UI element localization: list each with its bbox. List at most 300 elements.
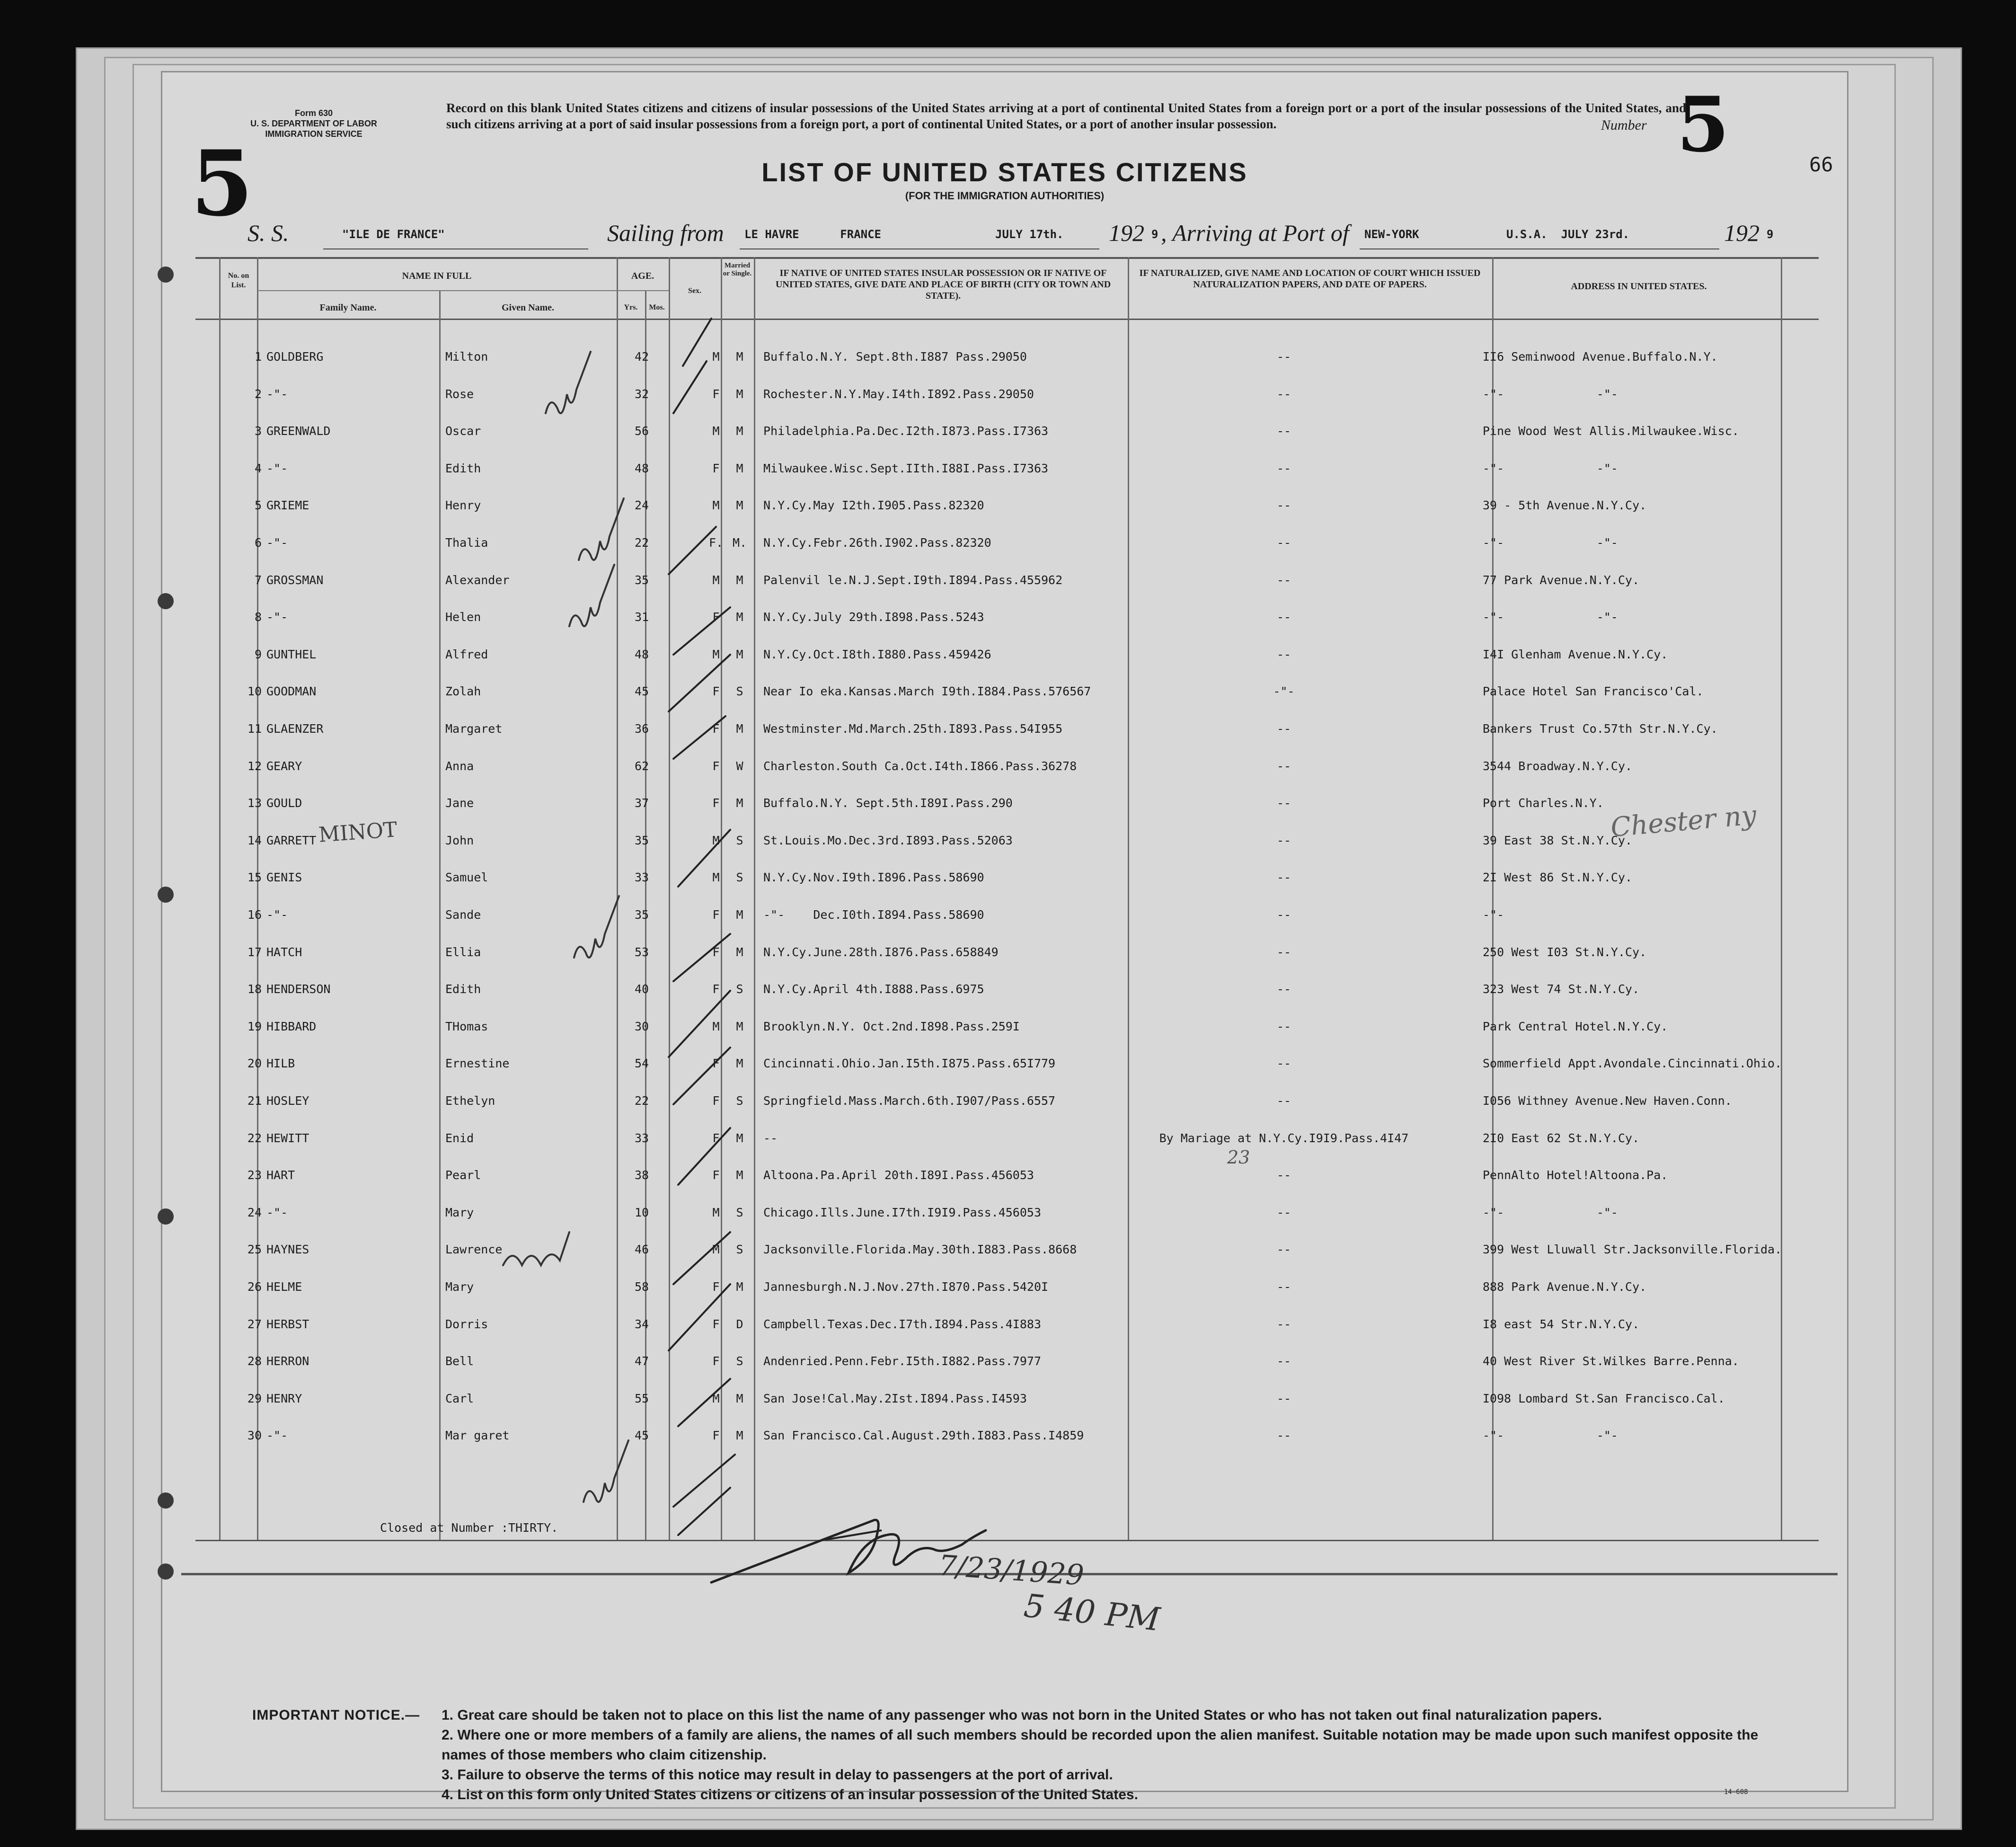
birth-info: Campbell.Texas.Dec.I7th.I894.Pass.4I883 — [763, 1317, 1041, 1331]
age-years: 48 — [634, 461, 649, 475]
marital-status: M — [736, 1168, 743, 1182]
age-years: 53 — [634, 945, 649, 959]
sex: F — [712, 982, 720, 996]
family-name: GROSSMAN — [266, 573, 324, 587]
col-header-name-in-full: NAME IN FULL — [402, 271, 472, 281]
row-number: 26 — [247, 1280, 262, 1294]
marital-status: S — [736, 684, 743, 699]
row-number: 29 — [247, 1391, 262, 1405]
birth-info: Brooklyn.N.Y. Oct.2nd.I898.Pass.259I — [763, 1019, 1020, 1033]
row-number: 2 — [254, 387, 262, 401]
birth-info: Milwaukee.Wisc.Sept.IIth.I88I.Pass.I7363 — [763, 461, 1049, 475]
given-name: Enid — [445, 1131, 474, 1145]
family-name: GENIS — [266, 870, 302, 885]
row-number: 3 — [254, 424, 262, 438]
sex: M — [712, 1391, 720, 1405]
naturalization-info: -"- — [1273, 684, 1295, 699]
family-name: -"- — [266, 536, 288, 550]
birth-info: Jannesburgh.N.J.Nov.27th.I870.Pass.5420I — [763, 1280, 1049, 1294]
col-header-married: Married or Single. — [723, 262, 752, 277]
naturalization-info: -- — [1276, 833, 1291, 847]
naturalization-info: -- — [1276, 1243, 1291, 1257]
naturalization-info: -- — [1276, 945, 1291, 959]
given-name: John — [445, 833, 474, 847]
marital-status: M — [736, 1280, 743, 1294]
age-years: 34 — [634, 1317, 649, 1331]
us-address: Bankers Trust Co.57th Str.N.Y.Cy. — [1483, 722, 1718, 736]
naturalization-info: -- — [1276, 1391, 1291, 1405]
sex: F — [712, 1057, 720, 1071]
family-name: HAYNES — [266, 1243, 309, 1257]
age-years: 22 — [634, 1094, 649, 1108]
marital-status: M — [736, 498, 743, 513]
given-name: Zolah — [445, 684, 481, 699]
age-years: 62 — [634, 759, 649, 773]
age-years: 42 — [634, 350, 649, 364]
age-years: 32 — [634, 387, 649, 401]
sex: M — [712, 647, 720, 661]
age-years: 35 — [634, 573, 649, 587]
family-name: HEWITT — [266, 1131, 309, 1145]
sex: F — [712, 1131, 720, 1145]
marital-status: M — [736, 1429, 743, 1443]
sex: M — [712, 424, 720, 438]
sex: F. — [708, 536, 724, 550]
family-name: GREENWALD — [266, 424, 331, 438]
age-years: 36 — [634, 722, 649, 736]
family-name: -"- — [266, 908, 288, 922]
row-number: 1 — [254, 350, 262, 364]
row-number: 9 — [254, 647, 262, 661]
given-name: Ernestine — [445, 1057, 510, 1071]
family-name: HERBST — [266, 1317, 309, 1331]
us-address: I4I Glenham Avenue.N.Y.Cy. — [1483, 647, 1668, 661]
birth-info: San Francisco.Cal.August.29th.I883.Pass.I4859 — [763, 1429, 1084, 1443]
age-years: 22 — [634, 536, 649, 550]
form-number: Form 630 — [294, 108, 333, 118]
row-number: 24 — [247, 1205, 262, 1219]
marital-status: S — [736, 1205, 743, 1219]
marital-status: S — [736, 1094, 743, 1108]
sex: F — [712, 722, 720, 736]
birth-info: N.Y.Cy.July 29th.I898.Pass.5243 — [763, 610, 984, 624]
naturalization-info: -- — [1276, 1205, 1291, 1219]
handwritten-minot: MINOT — [318, 817, 398, 847]
birth-info: Chicago.Ills.June.I7th.I9I9.Pass.456053 — [763, 1205, 1041, 1219]
row-number: 14 — [247, 833, 262, 847]
naturalization-info: -- — [1276, 1094, 1291, 1108]
naturalization-info: -- — [1276, 350, 1291, 364]
given-name: Pearl — [445, 1168, 481, 1182]
country-date-to: U.S.A. JULY 23rd. — [1506, 228, 1630, 241]
naturalization-info: -- — [1276, 573, 1291, 587]
form-code: 14—608 — [1724, 1788, 1748, 1796]
birth-info: Andenried.Penn.Febr.I5th.I882.Pass.7977 — [763, 1354, 1041, 1368]
row-number: 25 — [247, 1243, 262, 1257]
sex: F — [712, 684, 720, 699]
department: U. S. DEPARTMENT OF LABOR — [250, 119, 377, 128]
birth-info: Westminster.Md.March.25th.I893.Pass.54I955 — [763, 722, 1063, 736]
us-address: 39 - 5th Avenue.N.Y.Cy. — [1483, 498, 1647, 513]
birth-info: Cincinnati.Ohio.Jan.I5th.I875.Pass.65I779 — [763, 1057, 1056, 1071]
page-subtitle: (FOR THE IMMIGRATION AUTHORITIES) — [905, 190, 1105, 202]
family-name: HOSLEY — [266, 1094, 309, 1108]
corner-list-number: 5 — [191, 131, 254, 236]
marital-status: M — [736, 1131, 743, 1145]
given-name: THomas — [445, 1019, 488, 1033]
given-name: Jane — [445, 796, 474, 810]
given-name: Lawrence — [445, 1243, 503, 1257]
birth-info: San Jose!Cal.May.2Ist.I894.Pass.I4593 — [763, 1391, 1027, 1405]
age-years: 30 — [634, 1019, 649, 1033]
birth-info: Philadelphia.Pa.Dec.I2th.I873.Pass.I7363 — [763, 424, 1049, 438]
sex: M — [712, 833, 720, 847]
col-header-no: No. on List. — [228, 272, 249, 289]
ship-name: "ILE DE FRANCE" — [342, 228, 445, 241]
age-years: 35 — [634, 908, 649, 922]
birth-info: Near Io eka.Kansas.March I9th.I884.Pass.576567 — [763, 684, 1091, 699]
birth-info: Rochester.N.Y.May.I4th.I892.Pass.29050 — [763, 387, 1034, 401]
sex: F — [712, 461, 720, 475]
marital-status: M — [736, 796, 743, 810]
family-name: GOODMAN — [266, 684, 317, 699]
us-address: 3544 Broadway.N.Y.Cy. — [1483, 759, 1633, 773]
family-name: GARRETT — [266, 833, 317, 847]
naturalization-info: -- — [1276, 1280, 1291, 1294]
birth-info: -- — [763, 1131, 778, 1145]
us-address: -"- — [1483, 908, 1504, 922]
naturalization-info: -- — [1276, 461, 1291, 475]
header-instructions: Record on this blank United States citizens and citizens of insular possessions of the United States arriving at a port of continental United States from a foreign port or a port of the insular possessions of the United States, and such citizens arriving at a port of said insular possessions from a foreign port, a port of continental United States, or a port of another insular possession. — [446, 101, 1686, 131]
notice-item: 1. Great care should be taken not to place on this list the name of any passenger who was not born in the United States or who has not taken out final naturalization papers. — [442, 1707, 1602, 1723]
service: IMMIGRATION SERVICE — [265, 129, 363, 139]
naturalization-info: -- — [1276, 1019, 1291, 1033]
naturalization-info: -- — [1276, 387, 1291, 401]
page-number: 66 — [1809, 153, 1833, 176]
row-number: 20 — [247, 1057, 262, 1071]
family-name: GOULD — [266, 796, 302, 810]
row-number: 23 — [247, 1168, 262, 1182]
notice-heading: IMPORTANT NOTICE.— — [252, 1707, 420, 1723]
col-header-sex: Sex. — [688, 287, 701, 295]
naturalization-info: -- — [1276, 536, 1291, 550]
given-name: Henry — [445, 498, 481, 513]
sailing-label: Sailing from — [607, 220, 724, 246]
us-address: -"- -"- — [1483, 536, 1618, 550]
us-address: -"- -"- — [1483, 387, 1618, 401]
family-name: -"- — [266, 1205, 288, 1219]
row-number: 15 — [247, 870, 262, 885]
marital-status: M — [736, 1391, 743, 1405]
row-number: 4 — [254, 461, 262, 475]
family-name: HENDERSON — [266, 982, 331, 996]
us-address: 40 West River St.Wilkes Barre.Penna. — [1483, 1354, 1739, 1368]
us-address: Port Charles.N.Y. — [1483, 796, 1604, 810]
date-from: JULY 17th. — [995, 228, 1064, 241]
handwritten-address-note: Chester ny — [1609, 799, 1758, 844]
us-address: 399 West Lluwall Str.Jacksonville.Florida. — [1483, 1243, 1782, 1257]
marital-status: M — [736, 908, 743, 922]
sex: F — [712, 387, 720, 401]
col-header-family: Family Name. — [319, 302, 377, 313]
us-address: Sommerfield Appt.Avondale.Cincinnati.Ohio. — [1483, 1057, 1782, 1071]
handwritten-time: 5 40 PM — [1022, 1587, 1162, 1639]
sex: F — [712, 759, 720, 773]
age-years: 45 — [634, 1429, 649, 1443]
age-years: 24 — [634, 498, 649, 513]
marital-status: M — [736, 573, 743, 587]
marital-status: M — [736, 461, 743, 475]
family-name: GOLDBERG — [266, 350, 324, 364]
age-years: 31 — [634, 610, 649, 624]
naturalization-info: -- — [1276, 759, 1291, 773]
us-address: Pine Wood West Allis.Milwaukee.Wisc. — [1483, 424, 1739, 438]
us-address: Palace Hotel San Francisco'Cal. — [1483, 684, 1704, 699]
birth-info: Jacksonville.Florida.May.30th.I883.Pass.8668 — [763, 1243, 1077, 1257]
marital-status: S — [736, 1243, 743, 1257]
age-years: 54 — [634, 1057, 649, 1071]
col-header-mos: Mos. — [649, 303, 665, 311]
us-address: 39 East 38 St.N.Y.Cy. — [1483, 833, 1633, 847]
family-name: HERRON — [266, 1354, 309, 1368]
age-years: 48 — [634, 647, 649, 661]
family-name: HELME — [266, 1280, 302, 1294]
sex: F — [712, 1317, 720, 1331]
marital-status: D — [736, 1317, 743, 1331]
given-name: Mary — [445, 1280, 474, 1294]
notice-item: 2. Where one or more members of a family are aliens, the names of all such members should be recorded upon the alien manifest. Suitable notation may be made upon such manifest opposite the names of those members who claim citizenship. — [442, 1727, 1759, 1763]
birth-info: Charleston.South Ca.Oct.I4th.I866.Pass.36278 — [763, 759, 1077, 773]
sex: M — [712, 1019, 720, 1033]
given-name: Alexander — [445, 573, 510, 587]
age-years: 55 — [634, 1391, 649, 1405]
age-years: 45 — [634, 684, 649, 699]
age-years: 46 — [634, 1243, 649, 1257]
sex: F — [712, 1168, 720, 1182]
birth-info: Buffalo.N.Y. Sept.8th.I887 Pass.29050 — [763, 350, 1027, 364]
age-years: 40 — [634, 982, 649, 996]
row-number: 17 — [247, 945, 262, 959]
marital-status: M — [736, 945, 743, 959]
birth-info: -"- Dec.I0th.I894.Pass.58690 — [763, 908, 984, 922]
given-name: Ellia — [445, 945, 481, 959]
sex: M — [712, 350, 720, 364]
row-number: 8 — [254, 610, 262, 624]
col-header-birth: IF NATIVE OF UNITED STATES INSULAR POSSESSION OR IF NATIVE OF UNITED STATES, GIVE DATE AND PLACE OF BIRTH (CITY OR TOWN AND STATE). — [775, 268, 1111, 301]
family-name: HILB — [266, 1057, 295, 1071]
marital-status: M — [736, 350, 743, 364]
port-to: NEW-YORK — [1364, 228, 1419, 241]
family-name: -"- — [266, 1429, 288, 1443]
family-name: -"- — [266, 461, 288, 475]
sex: F — [712, 1429, 720, 1443]
year-suffix-2: 9 — [1767, 228, 1774, 241]
sex: F — [712, 1280, 720, 1294]
us-address: 888 Park Avenue.N.Y.Cy. — [1483, 1280, 1647, 1294]
given-name: Carl — [445, 1391, 474, 1405]
marital-status: M — [736, 1019, 743, 1033]
sex: M — [712, 1205, 720, 1219]
birth-info: N.Y.Cy.Nov.I9th.I896.Pass.58690 — [763, 870, 984, 885]
naturalization-info: -- — [1276, 610, 1291, 624]
family-name: GLAENZER — [266, 722, 324, 736]
naturalization-info: -- — [1276, 1354, 1291, 1368]
family-name: -"- — [266, 610, 288, 624]
given-name: Alfred — [445, 647, 488, 661]
given-name: Anna — [445, 759, 474, 773]
row-number: 22 — [247, 1131, 262, 1145]
naturalization-info: -- — [1276, 722, 1291, 736]
page-title: LIST OF UNITED STATES CITIZENS — [761, 157, 1248, 187]
year-suffix-1: 9 — [1151, 228, 1158, 241]
marital-status: W — [736, 759, 743, 773]
naturalization-info: -- — [1276, 908, 1291, 922]
row-number: 5 — [254, 498, 262, 513]
row-number: 21 — [247, 1094, 262, 1108]
us-address: II6 Seminwood Avenue.Buffalo.N.Y. — [1483, 350, 1718, 364]
birth-info: N.Y.Cy.June.28th.I876.Pass.658849 — [763, 945, 999, 959]
sex: F — [712, 1354, 720, 1368]
age-years: 37 — [634, 796, 649, 810]
naturalization-info: -- — [1276, 982, 1291, 996]
marital-status: M — [736, 610, 743, 624]
given-name: Rose — [445, 387, 474, 401]
sex: F — [712, 945, 720, 959]
handwritten-date: 7/23/1929 — [937, 1549, 1085, 1592]
us-address: 250 West I03 St.N.Y.Cy. — [1483, 945, 1647, 959]
us-address: I056 Withney Avenue.New Haven.Conn. — [1483, 1094, 1732, 1108]
col-header-yrs: Yrs. — [624, 303, 638, 311]
family-name: GRIEME — [266, 498, 309, 513]
given-name: Samuel — [445, 870, 488, 885]
naturalization-info: -- — [1276, 870, 1291, 885]
us-address: -"- -"- — [1483, 461, 1618, 475]
naturalization-info: By Mariage at N.Y.Cy.I9I9.Pass.4I47 — [1159, 1131, 1409, 1145]
birth-info: Springfield.Mass.March.6th.I907/Pass.6557 — [763, 1094, 1056, 1108]
list-number-stamp: 5 — [1677, 80, 1730, 169]
family-name: HIBBARD — [266, 1019, 317, 1033]
row-number: 16 — [247, 908, 262, 922]
naturalization-info: -- — [1276, 1057, 1291, 1071]
us-address: -"- -"- — [1483, 1205, 1618, 1219]
us-address: Park Central Hotel.N.Y.Cy. — [1483, 1019, 1668, 1033]
age-years: 38 — [634, 1168, 649, 1182]
given-name: Helen — [445, 610, 481, 624]
notice-item: 4. List on this form only United States citizens or citizens of an insular possession of the United States. — [442, 1787, 1138, 1803]
sex: M — [712, 870, 720, 885]
ss-label: S. S. — [248, 220, 289, 246]
naturalization-info: -- — [1276, 1317, 1291, 1331]
family-name: HART — [266, 1168, 295, 1182]
given-name: Sande — [445, 908, 481, 922]
marital-status: M — [736, 1057, 743, 1071]
naturalization-info: -- — [1276, 796, 1291, 810]
marital-status: M. — [732, 536, 747, 550]
marital-status: S — [736, 833, 743, 847]
marital-status: M — [736, 722, 743, 736]
row-number: 18 — [247, 982, 262, 996]
number-label: Number — [1601, 117, 1647, 133]
marital-status: M — [736, 424, 743, 438]
given-name: Edith — [445, 982, 481, 996]
sex: M — [712, 498, 720, 513]
age-years: 56 — [634, 424, 649, 438]
us-address: -"- -"- — [1483, 1429, 1618, 1443]
naturalization-info: -- — [1276, 1429, 1291, 1443]
row-number: 7 — [254, 573, 262, 587]
col-header-naturalized: IF NATURALIZED, GIVE NAME AND LOCATION OF COURT WHICH ISSUED NATURALIZATION PAPERS, AND DATE OF PAPERS. — [1139, 268, 1481, 290]
age-years: 47 — [634, 1354, 649, 1368]
row-number: 10 — [247, 684, 262, 699]
family-name: GEARY — [266, 759, 302, 773]
given-name: Mar garet — [445, 1429, 510, 1443]
age-years: 10 — [634, 1205, 649, 1219]
signature — [162, 72, 1847, 1791]
sex: F — [712, 1094, 720, 1108]
sex: M — [712, 573, 720, 587]
birth-info: Buffalo.N.Y. Sept.5th.I89I.Pass.290 — [763, 796, 1013, 810]
naturalization-info: -- — [1276, 647, 1291, 661]
birth-info: N.Y.Cy.April 4th.I888.Pass.6975 — [763, 982, 984, 996]
given-name: Oscar — [445, 424, 481, 438]
age-years: 58 — [634, 1280, 649, 1294]
birth-info: St.Louis.Mo.Dec.3rd.I893.Pass.52063 — [763, 833, 1013, 847]
col-header-address: ADDRESS IN UNITED STATES. — [1571, 281, 1707, 292]
row-number: 28 — [247, 1354, 262, 1368]
us-address: 77 Park Avenue.N.Y.Cy. — [1483, 573, 1640, 587]
birth-info: N.Y.Cy.Oct.I8th.I880.Pass.459426 — [763, 647, 991, 661]
age-years: 33 — [634, 1131, 649, 1145]
us-address: 2I West 86 St.N.Y.Cy. — [1483, 870, 1633, 885]
sex: F — [712, 796, 720, 810]
us-address: -"- -"- — [1483, 610, 1618, 624]
given-name: Thalia — [445, 536, 488, 550]
marital-status: S — [736, 1354, 743, 1368]
marital-status: M — [736, 647, 743, 661]
us-address: I8 east 54 Str.N.Y.Cy. — [1483, 1317, 1640, 1331]
given-name: Margaret — [445, 722, 503, 736]
birth-info: N.Y.Cy.May I2th.I905.Pass.82320 — [763, 498, 984, 513]
family-name: HENRY — [266, 1391, 302, 1405]
naturalization-info: -- — [1276, 424, 1291, 438]
marital-status: M — [736, 387, 743, 401]
sex: F — [712, 908, 720, 922]
given-name: Mary — [445, 1205, 474, 1219]
row-number: 19 — [247, 1019, 262, 1033]
port-from: LE HAVRE FRANCE — [744, 228, 881, 241]
row-number: 11 — [247, 722, 262, 736]
col-header-age: AGE. — [631, 271, 654, 281]
given-name: Dorris — [445, 1317, 488, 1331]
col-header-given: Given Name. — [501, 302, 555, 313]
year-prefix-1: 192 — [1109, 220, 1144, 246]
age-years: 33 — [634, 870, 649, 885]
row-number: 13 — [247, 796, 262, 810]
family-name: GUNTHEL — [266, 647, 317, 661]
birth-info: Palenvil le.N.J.Sept.I9th.I894.Pass.455962 — [763, 573, 1063, 587]
handwritten-nat-note: 23 — [1227, 1147, 1250, 1168]
arriving-label: , Arriving at Port of — [1161, 220, 1349, 246]
row-number: 6 — [254, 536, 262, 550]
given-name: Bell — [445, 1354, 474, 1368]
age-years: 35 — [634, 833, 649, 847]
us-address: 2I0 East 62 St.N.Y.Cy. — [1483, 1131, 1640, 1145]
manifest-page — [161, 71, 1848, 1803]
sex: F — [712, 610, 720, 624]
us-address: 323 West 74 St.N.Y.Cy. — [1483, 982, 1640, 996]
given-name: Ethelyn — [445, 1094, 495, 1108]
year-prefix-2: 192 — [1724, 220, 1760, 246]
